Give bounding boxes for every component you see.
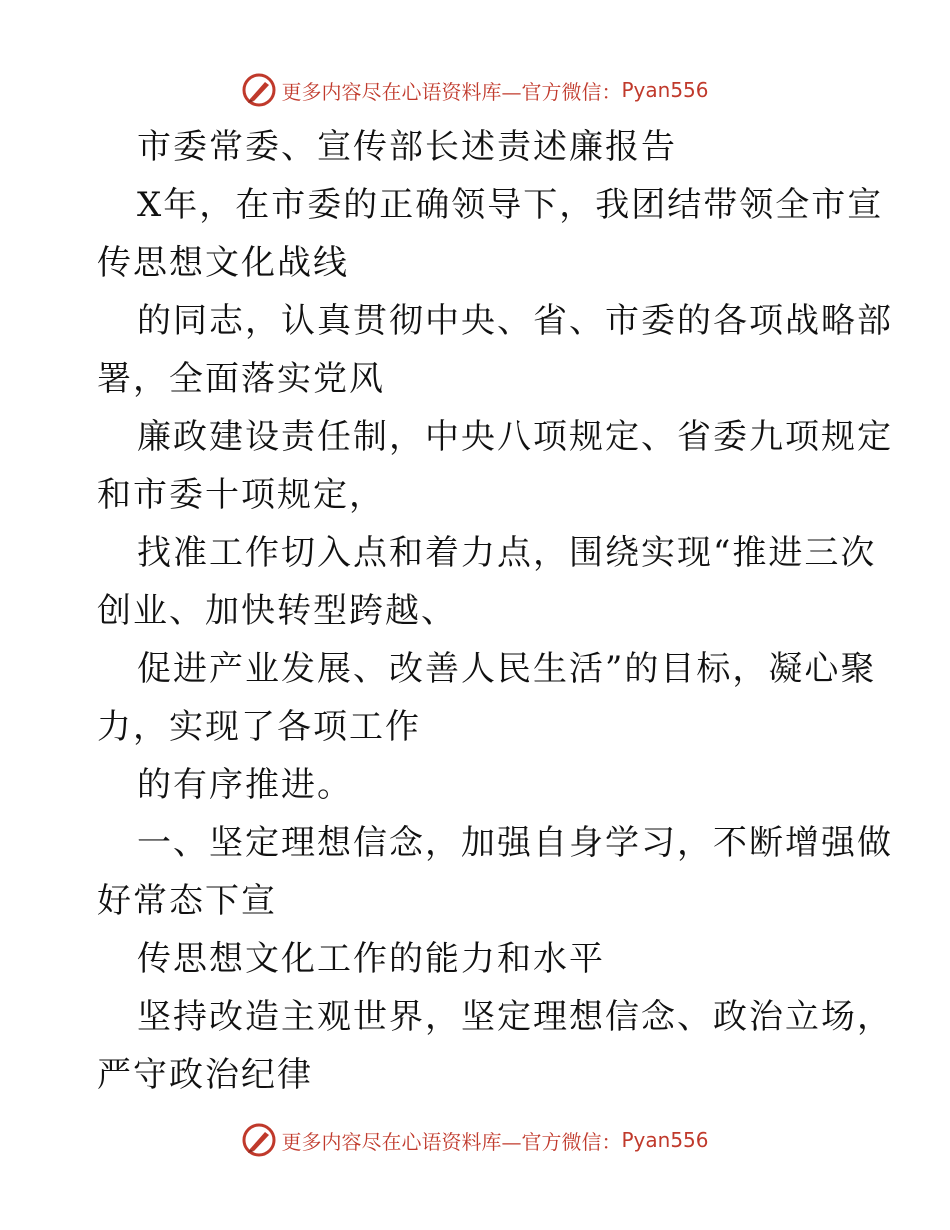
text-line: 和市委十项规定，: [97, 475, 385, 515]
banner-text: 更多内容尽在心语资料库—官方微信：: [281, 1129, 622, 1154]
footer-banner: [0, 1120, 950, 1160]
text-line: 廉政建设责任制，中央八项规定、省委九项规定: [137, 417, 893, 457]
header-banner: [0, 70, 950, 110]
document-body: [97, 118, 893, 1104]
text-line: 坚持改造主观世界，坚定理想信念、政治立场，: [137, 997, 893, 1037]
text-line: X年，在市委的正确领导下，我团结带领全市宣: [137, 185, 884, 225]
text-line: 一、坚定理想信念，加强自身学习，不断增强做: [137, 823, 893, 863]
text-line: 署，全面落实党风: [97, 359, 385, 399]
text-line: 的有序推进。: [137, 765, 353, 805]
banner-wechat-id: Pyan556: [621, 78, 709, 102]
text-line: 严守政治纪律: [97, 1055, 313, 1095]
text-line: 市委常委、宣传部长述责述廉报告: [137, 127, 677, 167]
text-line: 力，实现了各项工作: [97, 707, 421, 747]
text-line: 促进产业发展、改善人民生活”的目标，凝心聚: [137, 649, 877, 689]
text-line: 好常态下宣: [97, 881, 277, 921]
banner-wechat-id: Pyan556: [621, 1128, 709, 1152]
text-line: 找准工作切入点和着力点，围绕实现“推进三次: [137, 533, 877, 573]
text-line: 传思想文化战线: [97, 243, 349, 283]
text-line: 传思想文化工作的能力和水平: [137, 939, 605, 979]
pen-logo-icon: [241, 72, 277, 108]
pen-logo-icon: [241, 1122, 277, 1158]
text-line: 的同志，认真贯彻中央、省、市委的各项战略部: [137, 301, 893, 341]
banner-text: 更多内容尽在心语资料库—官方微信：: [281, 79, 622, 104]
text-line: 创业、加快转型跨越、: [97, 591, 457, 631]
